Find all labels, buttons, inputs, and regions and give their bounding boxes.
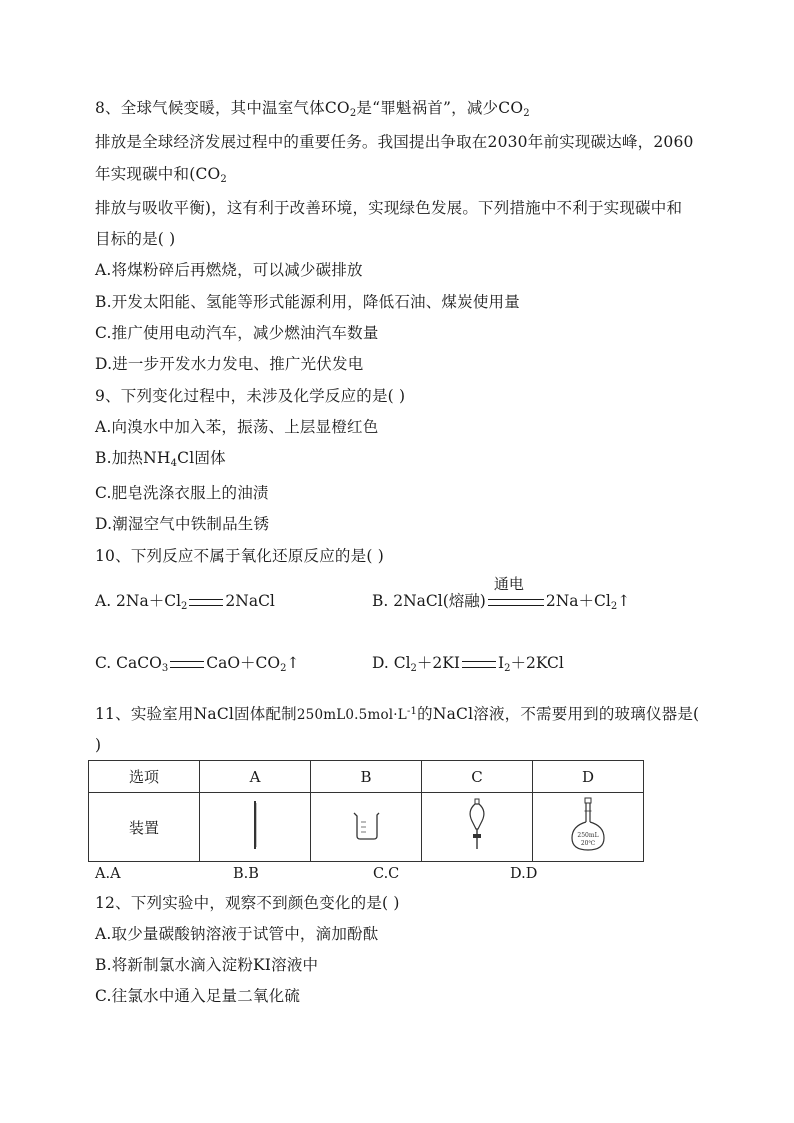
q9-option-a: A.向溴水中加入苯，振荡、上层显橙红色 (95, 418, 379, 436)
glass-rod-cell (200, 793, 311, 862)
equals-sign (170, 661, 204, 668)
q8-line5: 目标的是( ) (95, 230, 176, 248)
q12-stem: 12、下列实验中，观察不到颜色变化的是( ) (95, 894, 400, 912)
q12-option-b: B.将新制氯水滴入淀粉KI溶液中 (95, 956, 319, 974)
condition-label: 通电 (493, 574, 524, 593)
q9-option-d: D.潮湿空气中铁制品生锈 (95, 515, 270, 533)
glass-rod-icon (245, 797, 265, 853)
q8-line3: 年实现碳中和($CO_2$ (95, 165, 227, 185)
separatory-funnel-cell (422, 793, 533, 862)
q8-option-a: A.将煤粉碎后再燃烧，可以减少碳排放 (95, 261, 363, 279)
q9-option-b: B.加热$NH_4Cl$固体 (95, 449, 226, 469)
q11-options-table (88, 760, 644, 862)
q11-answer-c: C.C (373, 866, 400, 882)
equals-sign (488, 574, 544, 606)
equals-sign (462, 661, 496, 668)
table-header-option: 选项 (89, 761, 200, 793)
volumetric-flask-icon (568, 796, 608, 854)
flask-temp-label: 20℃ (580, 840, 596, 847)
q9-stem: 9、下列变化过程中，未涉及化学反应的是( ) (95, 387, 406, 405)
equals-sign (189, 599, 223, 606)
table-header-c: C (422, 761, 533, 793)
table-row-label: 装置 (89, 793, 200, 862)
volumetric-flask-cell (533, 793, 644, 862)
q8-line2: 排放是全球经济发展过程中的重要任务。我国提出争取在2030年前实现碳达峰，2060 (95, 133, 694, 151)
q11-stem: 11、实验室用NaCl固体配制$250mL0.5mol\cdot L^{-1}$的NaCl溶液，不需要用到的玻璃仪器是( (95, 705, 700, 723)
q12-option-a: A.取少量碳酸钠溶液于试管中，滴加酚酞 (95, 925, 379, 943)
q8-line1: 8、全球气候变暖，其中温室气体$CO_2$是“罪魁祸首”，减少$CO_2$ (95, 99, 530, 119)
table-header-d: D (533, 761, 644, 793)
beaker-icon (349, 808, 383, 842)
table-header-a: A (200, 761, 311, 793)
q11-answer-b: B.B (233, 866, 259, 882)
separatory-funnel-icon (464, 797, 490, 853)
q8-option-c: C.推广使用电动汽车，减少燃油汽车数量 (95, 324, 379, 342)
q8-option-b: B.开发太阳能、氢能等形式能源利用，降低石油、煤炭使用量 (95, 293, 520, 311)
table-header-b: B (311, 761, 422, 793)
q10-stem: 10、下列反应不属于氧化还原反应的是( ) (95, 547, 384, 565)
q10-option-a: A. $2Na+Cl_2$ 2NaCl (95, 592, 275, 612)
q9-option-c: C.肥皂洗涤衣服上的油渍 (95, 484, 269, 502)
q10-option-b: B. 2NaCl(熔融) 通电 $2Na+Cl_2↑$ (372, 574, 631, 612)
q8-line4: 排放与吸收平衡)，这有利于改善环境，实现绿色发展。下列措施中不利于实现碳中和 (95, 199, 683, 217)
flask-volume-label: 250mL (577, 832, 599, 839)
q11-answer-a: A.A (95, 866, 121, 882)
q10-option-c: C. CaCO$_3$ $CaO+CO_2↑$ (95, 654, 300, 674)
q11-stem-close: ) (95, 736, 102, 754)
q8-option-d: D.进一步开发水力发电、推广光伏发电 (95, 355, 364, 373)
q10-option-d: D. $Cl_2+2KI$ $I_2+2KCl$ (372, 654, 564, 674)
q12-option-c: C.往氯水中通入足量二氧化硫 (95, 987, 301, 1005)
q11-answer-d: D.D (510, 866, 538, 882)
beaker-cell (311, 793, 422, 862)
